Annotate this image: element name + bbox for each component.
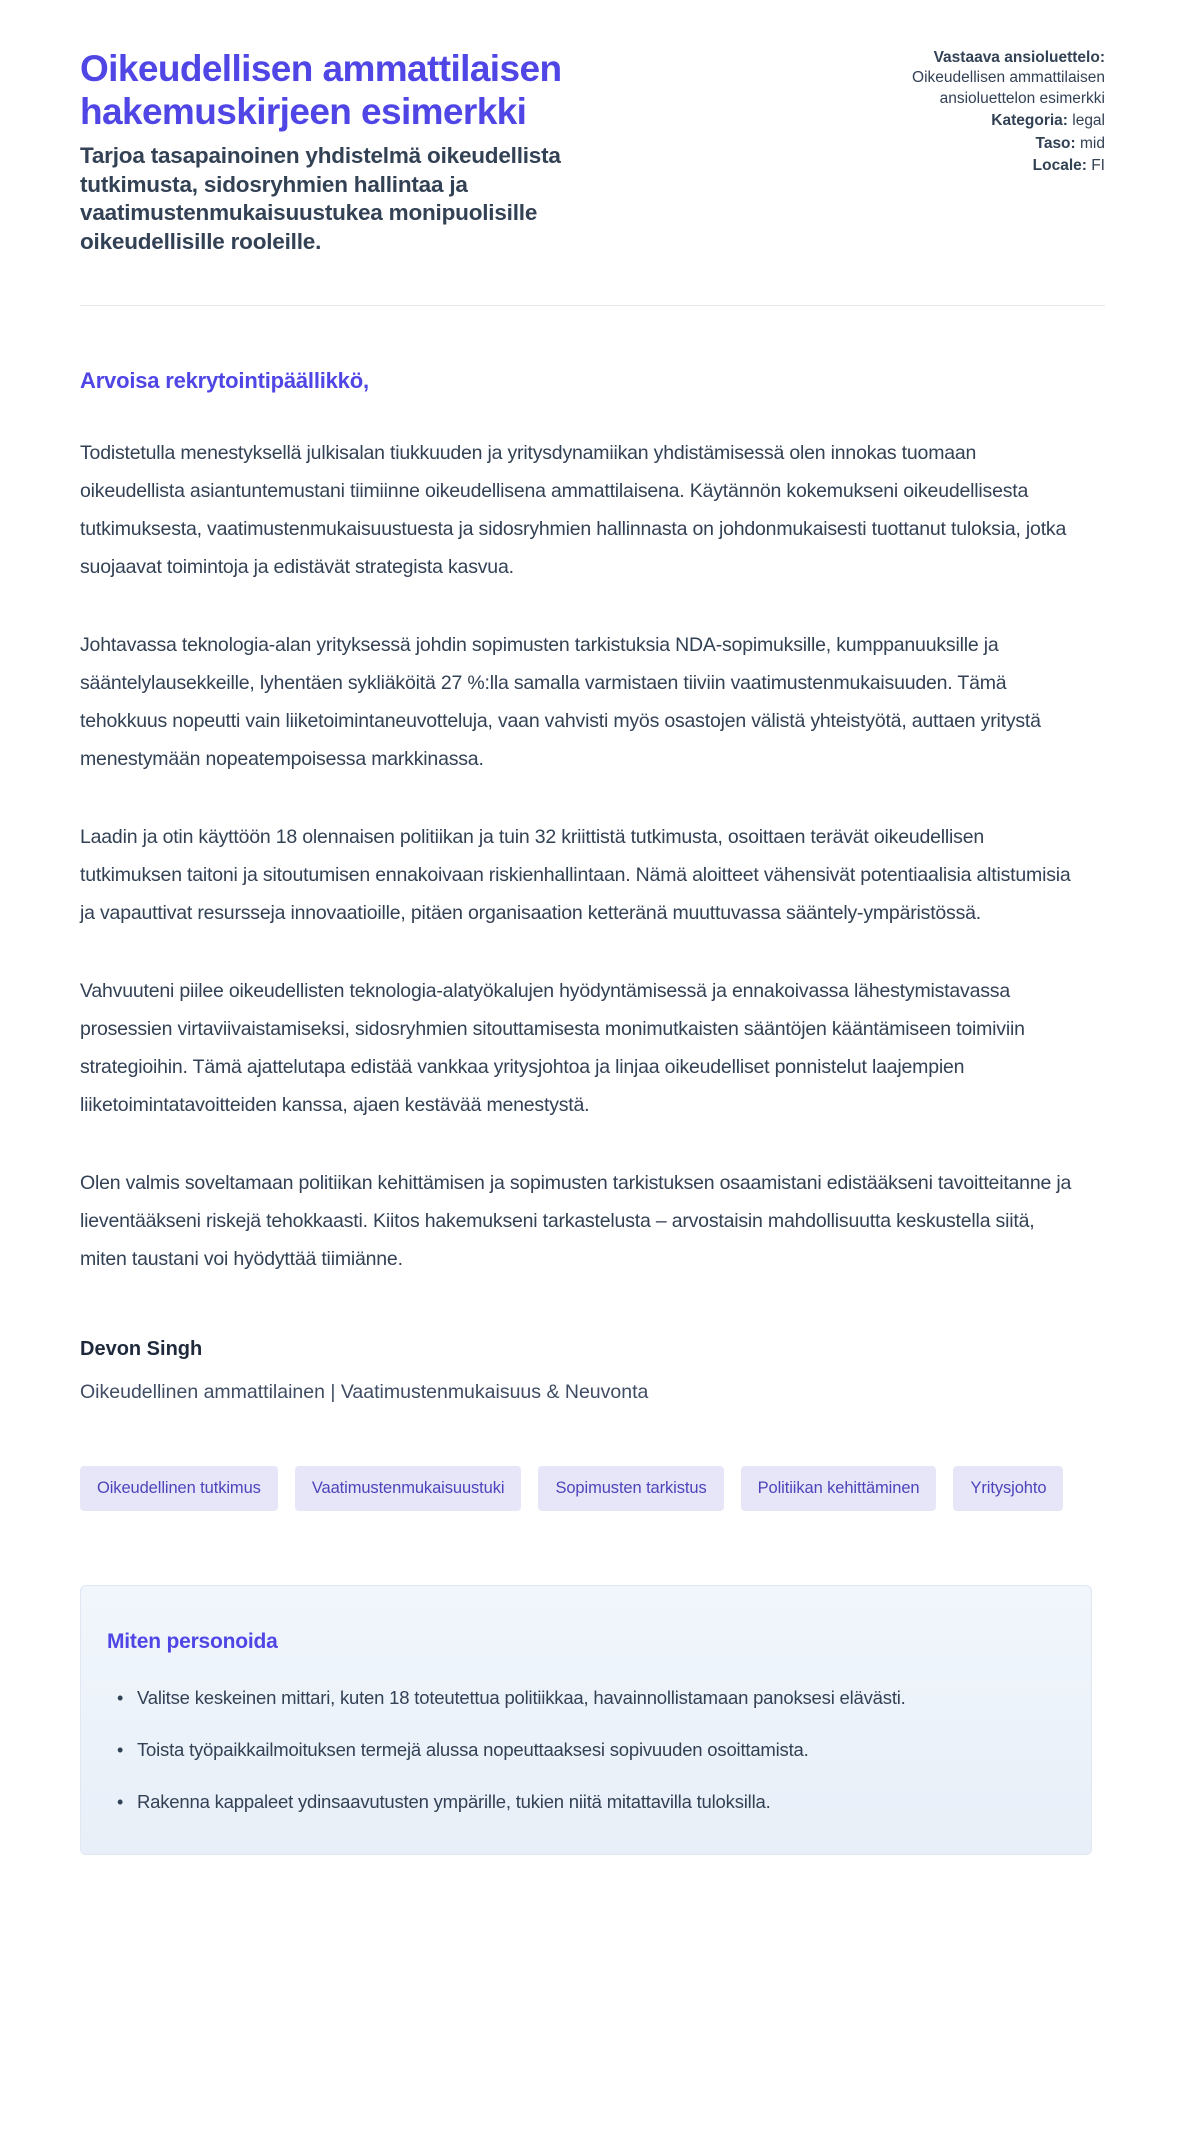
header-divider [80, 305, 1105, 306]
letter-paragraph: Vahvuuteni piilee oikeudellisten teknologia-alatyökalujen hyödyntämisessä ja ennakoivassa lähestymistavassa prosessien virtaviivaistamiseksi, sidosryhmien sitouttamisesta monimutkaisten sääntöjen kääntämiseen toimiviin strategioihin. Tämä ajattelutapa edistää vankkaa yritysjohtoa ja linjaa oikeudelliset ponnistelut laajempien liiketoimintatavoitteiden kanssa, ajaen kestävää menestystä. [80, 980, 1025, 1116]
tips-heading: Miten personoida [107, 1630, 278, 1653]
personalization-tips-box [80, 1585, 1092, 1855]
skill-tag: Vaatimustenmukaisuustuki [295, 1466, 522, 1511]
tip-item: • Rakenna kappaleet ydinsaavutusten ympärille, tukien niitä mitattavilla tuloksilla. [109, 1786, 1055, 1818]
letter-paragraph: Laadin ja otin käyttöön 18 olennaisen politiikan ja tuin 32 kriittistä tutkimusta, osoittaen terävät oikeudellisen tutkimuksen taitoni ja sitoutumisen ennakoivaan riskienhallintaan. Nämä aloitteet vähensivät potentiaalisia altistumisia ja vapauttivat resursseja innovaatioille, pitäen organisaation ketteränä muuttuvassa sääntely-ympäristössä. [80, 826, 1071, 924]
header-title-block [80, 48, 740, 257]
meta-category-label: Kategoria: [991, 112, 1068, 130]
skill-tag: Oikeudellinen tutkimus [80, 1466, 278, 1511]
letter-paragraph: Olen valmis soveltamaan politiikan kehittämisen ja sopimusten tarkistuksen osaamistani edistääkseni tavoitteitanne ja lieventääkseni riskejä tehokkaasti. Kiitos hakemukseni tarkastelusta – arvostaisin mahdollisuutta keskustella siitä, miten taustani voi hyödyttää tiimiänne. [80, 1172, 1072, 1270]
skill-tag: Sopimusten tarkistus [538, 1466, 723, 1511]
meta-resume-label: Vastaava ansioluettelo: [933, 49, 1105, 66]
meta-locale [860, 156, 1105, 176]
meta-level-value: mid [1080, 134, 1105, 152]
tip-item: • Toista työpaikkailmoituksen termejä alussa nopeuttaaksesi sopivuuden osoittamista. [109, 1734, 1055, 1766]
meta-resume-value: Oikeudellisen ammattilaisen ansioluettelon esimerkki [912, 69, 1105, 107]
letter-body [80, 368, 1105, 1404]
signature-name: Devon Singh [80, 1338, 203, 1360]
skill-tag: Politiikan kehittäminen [741, 1466, 937, 1511]
meta-locale-value: FI [1091, 157, 1105, 175]
tip-item: • Valitse keskeinen mittari, kuten 18 toteutettua politiikkaa, havainnollistamaan panoksesi elävästi. [109, 1682, 1055, 1714]
skill-tags [80, 1466, 1090, 1511]
skill-tag: Yritysjohto [953, 1466, 1063, 1511]
meta-matching-resume [860, 48, 1105, 109]
letter-paragraph: Johtavassa teknologia-alan yrityksessä johdin sopimusten tarkistuksia NDA-sopimuksille, kumppanuuksille ja sääntelylausekkeille, lyhentäen sykliäköitä 27 %:lla samalla varmistaen tiiviin vaatimustenmukaisuuden. Tämä tehokkuus nopeutti vain liiketoimintaneuvotteluja, vaan vahvisti myös osastojen välistä yhteistyötä, auttaen yritystä menestymään nopeatempoisessa markkinassa. [80, 634, 1041, 770]
tips-list [109, 1682, 1055, 1818]
meta-level-label: Taso: [1035, 134, 1076, 152]
page-title: Oikeudellisen ammattilaisen hakemuskirjeen esimerkki [80, 48, 562, 132]
letter-greeting: Arvoisa rekrytointipäällikkö, [80, 368, 369, 393]
header [80, 48, 1105, 257]
page-subtitle: Tarjoa tasapainoinen yhdistelmä oikeudellista tutkimusta, sidosryhmien hallintaa ja vaatimustenmukaisuustukea monipuolisille oikeudellisille rooleille. [80, 142, 561, 255]
meta-category [860, 111, 1105, 131]
meta-panel [860, 48, 1105, 179]
meta-level [860, 134, 1105, 154]
meta-category-value: legal [1072, 112, 1105, 130]
signature-title: Oikeudellinen ammattilainen | Vaatimustenmukaisuus & Neuvonta [80, 1381, 649, 1403]
letter-paragraph: Todistetulla menestyksellä julkisalan tiukkuuden ja yritysdynamiikan yhdistämisessä olen innokas tuomaan oikeudellista asiantuntemustani tiimiinne oikeudellisena ammattilaisena. Käytännön kokemukseni oikeudellisesta tutkimuksesta, vaatimustenmukaisuustuesta ja sidosryhmien hallinnasta on johdonmukaisesti tuottanut tuloksia, jotka suojaavat toimintoja ja edistävät strategista kasvua. [80, 442, 1067, 578]
meta-locale-label: Locale: [1032, 157, 1087, 175]
